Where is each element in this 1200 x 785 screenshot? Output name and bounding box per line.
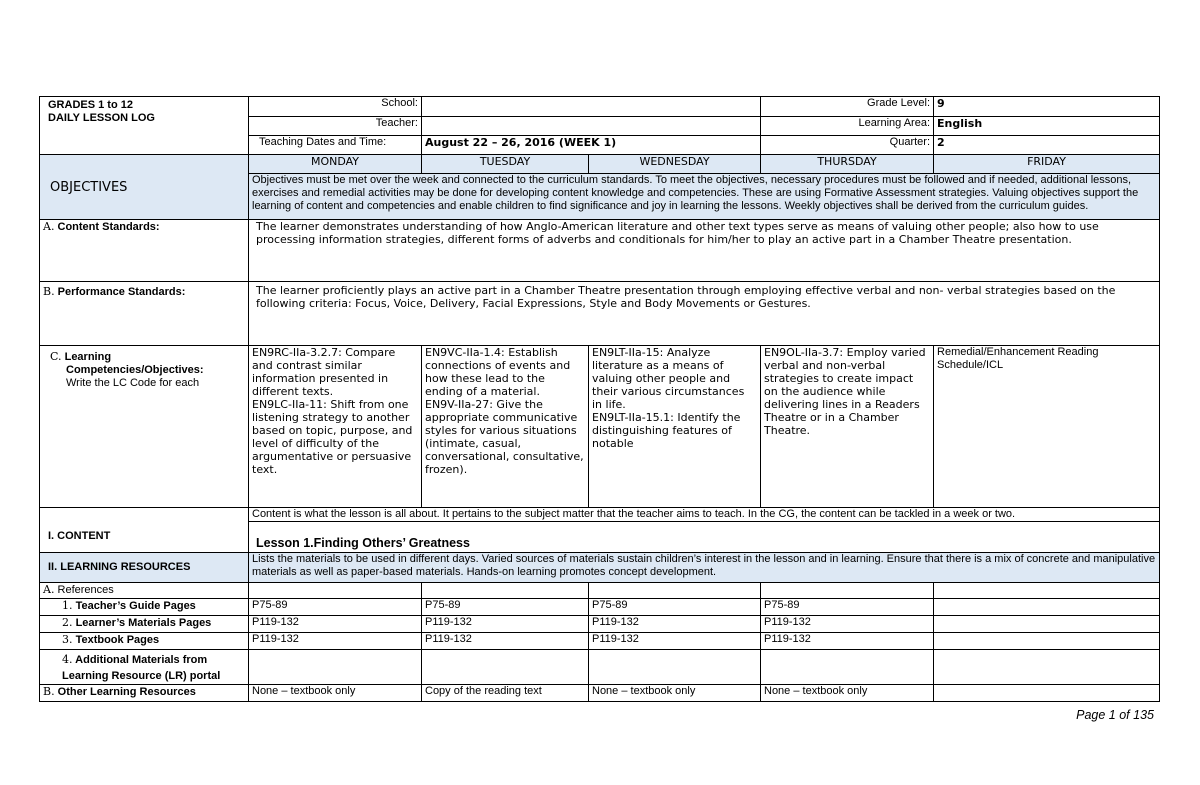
learning-resources-label: II. LEARNING RESOURCES: [40, 553, 249, 583]
content-standards-prefix: A.: [43, 220, 55, 233]
teacher-field[interactable]: [422, 117, 761, 136]
learners-materials-thursday: P119-132: [761, 616, 934, 633]
day-friday: FRIDAY: [934, 155, 1160, 174]
content-standards-value: The learner demonstrates understanding of how Anglo-American literature and other text types serve as means of valuing other people; also how to use processing information strategies, different forms of adverbs and conditionals for him/her to play an active part in a Chamber Theatre presentation.: [249, 220, 1160, 282]
competency-tuesday: EN9VC-IIa-1.4: Establish connections of events and how these lead to the ending of a material. EN9V-IIa-27: Give the appropriate communicative styles for various situations (intimate, casual, conversational, consultative, frozen).: [422, 346, 589, 508]
performance-standards-label: [40, 282, 249, 346]
additional-materials-tuesday: [422, 650, 589, 685]
other-resources-friday: [934, 685, 1160, 702]
textbook-pages-prefix: 3.: [62, 633, 73, 646]
textbook-pages-monday: P119-132: [249, 633, 422, 650]
competency-monday: EN9RC-IIa-3.2.7: Compare and contrast similar information presented in different texts. EN9LC-IIa-11: Shift from one listening strategy to another based on topic, purpose, and level of difficulty of the argumentative or persuasive text.: [249, 346, 422, 508]
references-prefix: A.: [43, 583, 55, 596]
references-cell-wednesday: [589, 583, 761, 599]
learners-materials-tuesday: P119-132: [422, 616, 589, 633]
competencies-prefix: C.: [50, 350, 62, 363]
teacher-label: Teacher:: [249, 117, 422, 136]
additional-materials-wednesday: [589, 650, 761, 685]
quarter-label: Quarter:: [761, 136, 934, 155]
objectives-label: OBJECTIVES: [40, 155, 249, 220]
performance-standards-value: The learner proficiently plays an active part in a Chamber Theatre presentation through employing effective verbal and non- verbal strategies based on the following criteria: Focus, Voice, Delivery, Facial Expressions, Style and Body Movements or Gestures.: [249, 282, 1160, 346]
quarter-field[interactable]: 2: [934, 136, 1160, 155]
log-title: [40, 97, 249, 155]
table-row: [40, 650, 1160, 685]
daily-lesson-log-table: [39, 96, 1160, 702]
other-resources-text: Other Learning Resources: [57, 686, 196, 698]
references-cell-monday: [249, 583, 422, 599]
competency-thursday: EN9OL-IIa-3.7: Employ varied verbal and non-verbal strategies to create impact on the audience while delivering lines in a Readers Theatre or in a Chamber Theatre.: [761, 346, 934, 508]
other-resources-prefix: B.: [43, 685, 55, 698]
textbook-pages-tuesday: P119-132: [422, 633, 589, 650]
day-thursday: THURSDAY: [761, 155, 934, 174]
learning-area-field[interactable]: English: [934, 117, 1160, 136]
learners-materials-monday: P119-132: [249, 616, 422, 633]
teachers-guide-text: Teacher’s Guide Pages: [75, 600, 196, 612]
teachers-guide-prefix: 1.: [62, 599, 73, 612]
table-row: [40, 599, 1160, 616]
competencies-label-line-2: Competencies/Objectives:: [66, 364, 204, 376]
day-tuesday: TUESDAY: [422, 155, 589, 174]
dates-label: Teaching Dates and Time:: [249, 136, 422, 155]
competencies-label-line-1: Learning: [64, 351, 112, 363]
performance-standards-prefix: B.: [43, 285, 55, 298]
other-resources-tuesday: Copy of the reading text: [422, 685, 589, 702]
references-label: [40, 583, 249, 599]
teachers-guide-monday: P75-89: [249, 599, 422, 616]
additional-materials-prefix: 4.: [62, 653, 73, 666]
competencies-label: [40, 346, 249, 508]
references-cell-tuesday: [422, 583, 589, 599]
textbook-pages-friday: [934, 633, 1160, 650]
competencies-sublabel: Write the LC Code for each: [66, 377, 200, 389]
content-standards-label: [40, 220, 249, 282]
references-text: References: [57, 584, 114, 596]
content-note: Content is what the lesson is all about. It pertains to the subject matter that the teacher aims to teach. In the CG, the content can be tackled in a week or two.: [249, 508, 1160, 522]
table-row: [40, 633, 1160, 650]
teachers-guide-tuesday: P75-89: [422, 599, 589, 616]
objectives-note: Objectives must be met over the week and connected to the curriculum standards. To meet the objectives, necessary procedures must be followed and if needed, additional lessons, exercises and remedial activities may be done for developing content knowledge and competencies. These are using Formative Assessment strategies. Valuing objectives support the learning of content and competencies and enable children to find significance and joy in learning the lessons. Weekly objectives shall be derived from the curriculum guides.: [249, 174, 1160, 220]
additional-materials-label: [40, 650, 249, 685]
additional-materials-text: Additional Materials from Learning Resource (LR) portal: [62, 654, 221, 682]
table-row: [40, 616, 1160, 633]
additional-materials-thursday: [761, 650, 934, 685]
learning-resources-note: Lists the materials to be used in different days. Varied sources of materials sustain children’s interest in the lesson and in learning. Ensure that there is a mix of concrete and manipulative materials as well as paper-based materials. Hands-on learning promotes concept development.: [249, 553, 1160, 583]
textbook-pages-wednesday: P119-132: [589, 633, 761, 650]
textbook-pages-label: [40, 633, 249, 650]
dates-field[interactable]: August 22 – 26, 2016 (WEEK 1): [422, 136, 761, 155]
competency-wednesday: EN9LT-IIa-15: Analyze literature as a means of valuing other people and their various circumstances in life. EN9LT-IIa-15.1: Identify the distinguishing features of notable: [589, 346, 761, 508]
lesson-title: Lesson 1.Finding Others’ Greatness: [249, 522, 1160, 553]
day-monday: MONDAY: [249, 155, 422, 174]
school-label: School:: [249, 97, 422, 117]
other-resources-thursday: None – textbook only: [761, 685, 934, 702]
other-resources-label: [40, 685, 249, 702]
additional-materials-monday: [249, 650, 422, 685]
learners-materials-wednesday: P119-132: [589, 616, 761, 633]
grade-level-label: Grade Level:: [761, 97, 934, 117]
other-resources-monday: None – textbook only: [249, 685, 422, 702]
references-cell-friday: [934, 583, 1160, 599]
title-line-2: DAILY LESSON LOG: [48, 112, 155, 124]
textbook-pages-thursday: P119-132: [761, 633, 934, 650]
content-label: I. CONTENT: [40, 508, 249, 553]
day-wednesday: WEDNESDAY: [589, 155, 761, 174]
content-standards-text-label: Content Standards:: [57, 221, 160, 233]
learners-materials-friday: [934, 616, 1160, 633]
teachers-guide-wednesday: P75-89: [589, 599, 761, 616]
page-number: Page 1 of 135: [1076, 708, 1154, 722]
title-line-1: GRADES 1 to 12: [48, 99, 133, 111]
learners-materials-text: Learner’s Materials Pages: [75, 617, 212, 629]
teachers-guide-friday: [934, 599, 1160, 616]
learners-materials-prefix: 2.: [62, 616, 73, 629]
other-resources-wednesday: None – textbook only: [589, 685, 761, 702]
textbook-pages-text: Textbook Pages: [75, 634, 160, 646]
competency-friday: Remedial/Enhancement Reading Schedule/ICL: [934, 346, 1160, 508]
learners-materials-label: [40, 616, 249, 633]
performance-standards-text-label: Performance Standards:: [57, 286, 186, 298]
school-field[interactable]: [422, 97, 761, 117]
references-cell-thursday: [761, 583, 934, 599]
additional-materials-friday: [934, 650, 1160, 685]
teachers-guide-label: [40, 599, 249, 616]
teachers-guide-thursday: P75-89: [761, 599, 934, 616]
table-row: [40, 685, 1160, 702]
learning-area-label: Learning Area:: [761, 117, 934, 136]
grade-level-field[interactable]: 9: [934, 97, 1160, 117]
